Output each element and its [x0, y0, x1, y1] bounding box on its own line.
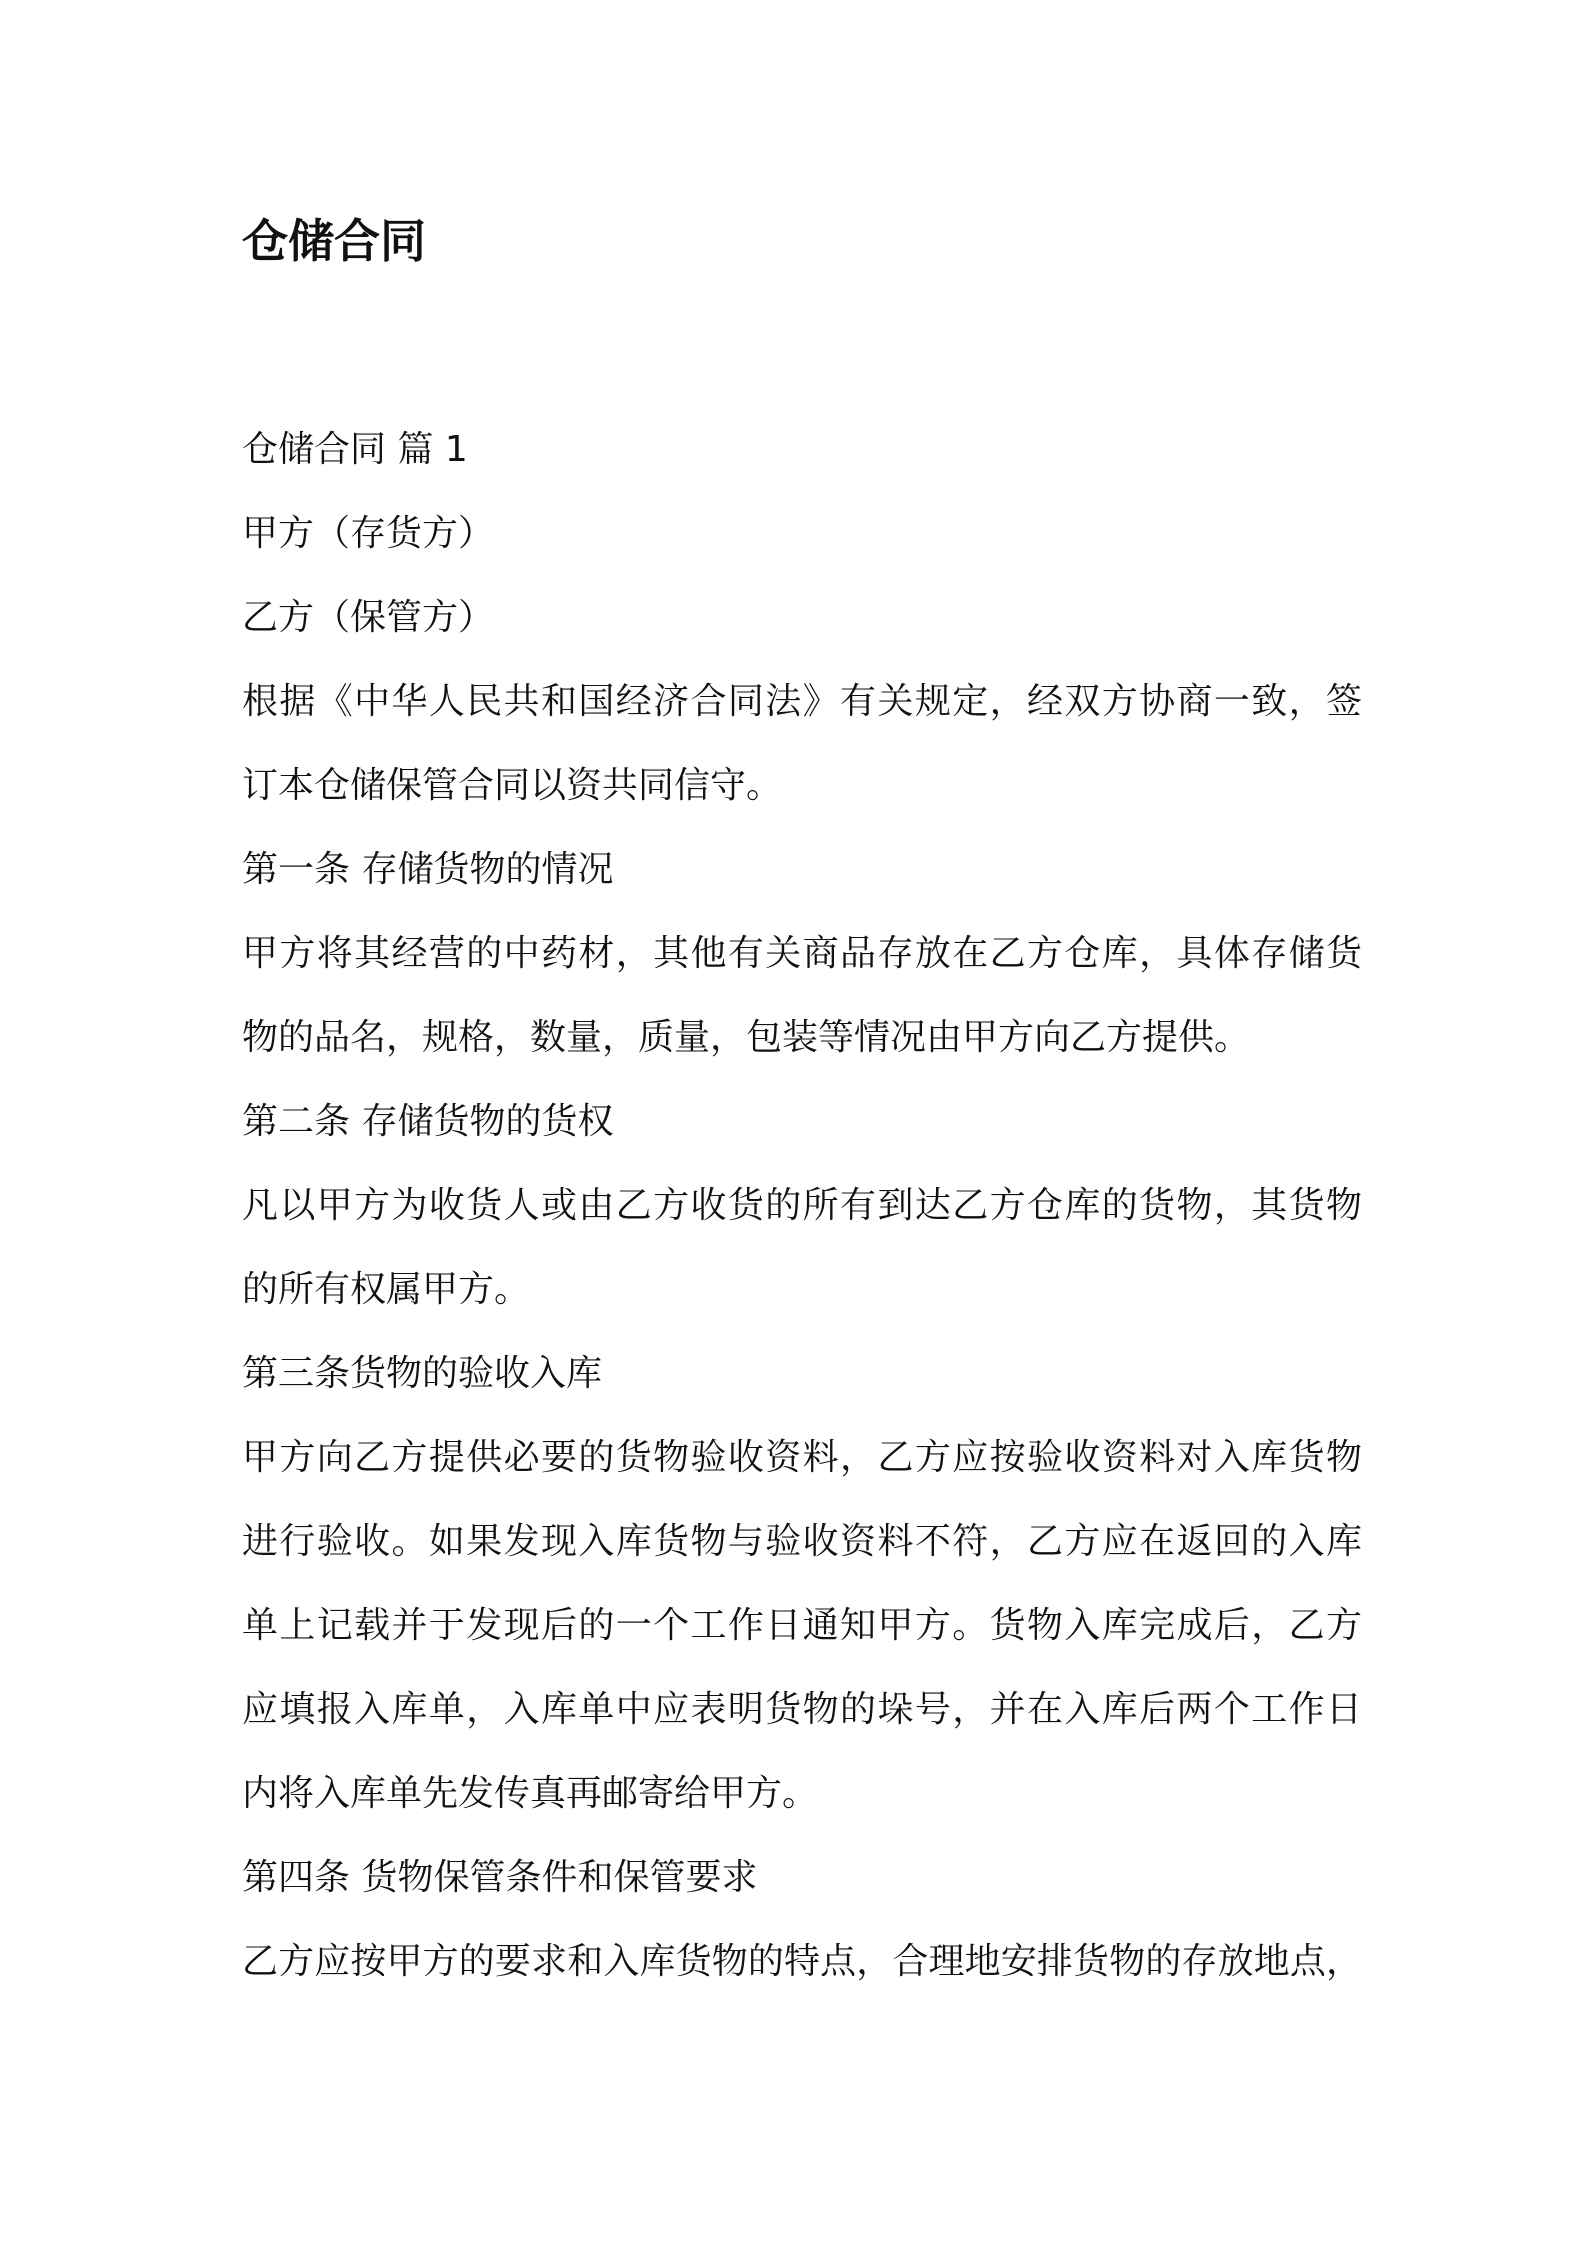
text-line: 订本仓储保管合同以资共同信守。 [242, 765, 783, 806]
text-line: 凡以甲方为收货人或由乙方收货的所有到达乙方仓库的货物，其货物 [242, 1185, 1362, 1226]
text-line: 根据《中华人民共和国经济合同法》有关规定，经双方协商一致，签 [242, 681, 1362, 722]
text-line: 的所有权属甲方。 [242, 1269, 531, 1310]
text-line: 应填报入库单，入库单中应表明货物的垛号，并在入库后两个工作日 [242, 1689, 1362, 1730]
text-line: 第四条 货物保管条件和保管要求 [242, 1857, 758, 1898]
text-line: 第二条 存储货物的货权 [242, 1101, 614, 1142]
document-title: 仓储合同 [242, 214, 426, 268]
text-line: 第一条 存储货物的情况 [242, 849, 614, 890]
text-line: 乙方（保管方） [242, 597, 495, 638]
text-line: 甲方向乙方提供必要的货物验收资料，乙方应按验收资料对入库货物 [242, 1437, 1362, 1478]
text-line: 乙方应按甲方的要求和入库货物的特点，合理地安排货物的存放地点， [242, 1941, 1362, 1982]
text-line: 仓储合同 篇 1 [242, 429, 468, 470]
text-line: 第三条货物的验收入库 [242, 1353, 603, 1394]
text-line: 物的品名，规格，数量，质量，包装等情况由甲方向乙方提供。 [242, 1017, 1251, 1058]
text-line: 甲方将其经营的中药材，其他有关商品存放在乙方仓库，具体存储货 [242, 933, 1362, 974]
text-line: 进行验收。如果发现入库货物与验收资料不符，乙方应在返回的入库 [242, 1521, 1362, 1562]
text-line: 内将入库单先发传真再邮寄给甲方。 [242, 1773, 819, 1814]
text-line: 单上记载并于发现后的一个工作日通知甲方。货物入库完成后，乙方 [242, 1605, 1362, 1646]
document-body [242, 408, 1362, 2004]
text-line: 甲方（存货方） [242, 513, 495, 554]
